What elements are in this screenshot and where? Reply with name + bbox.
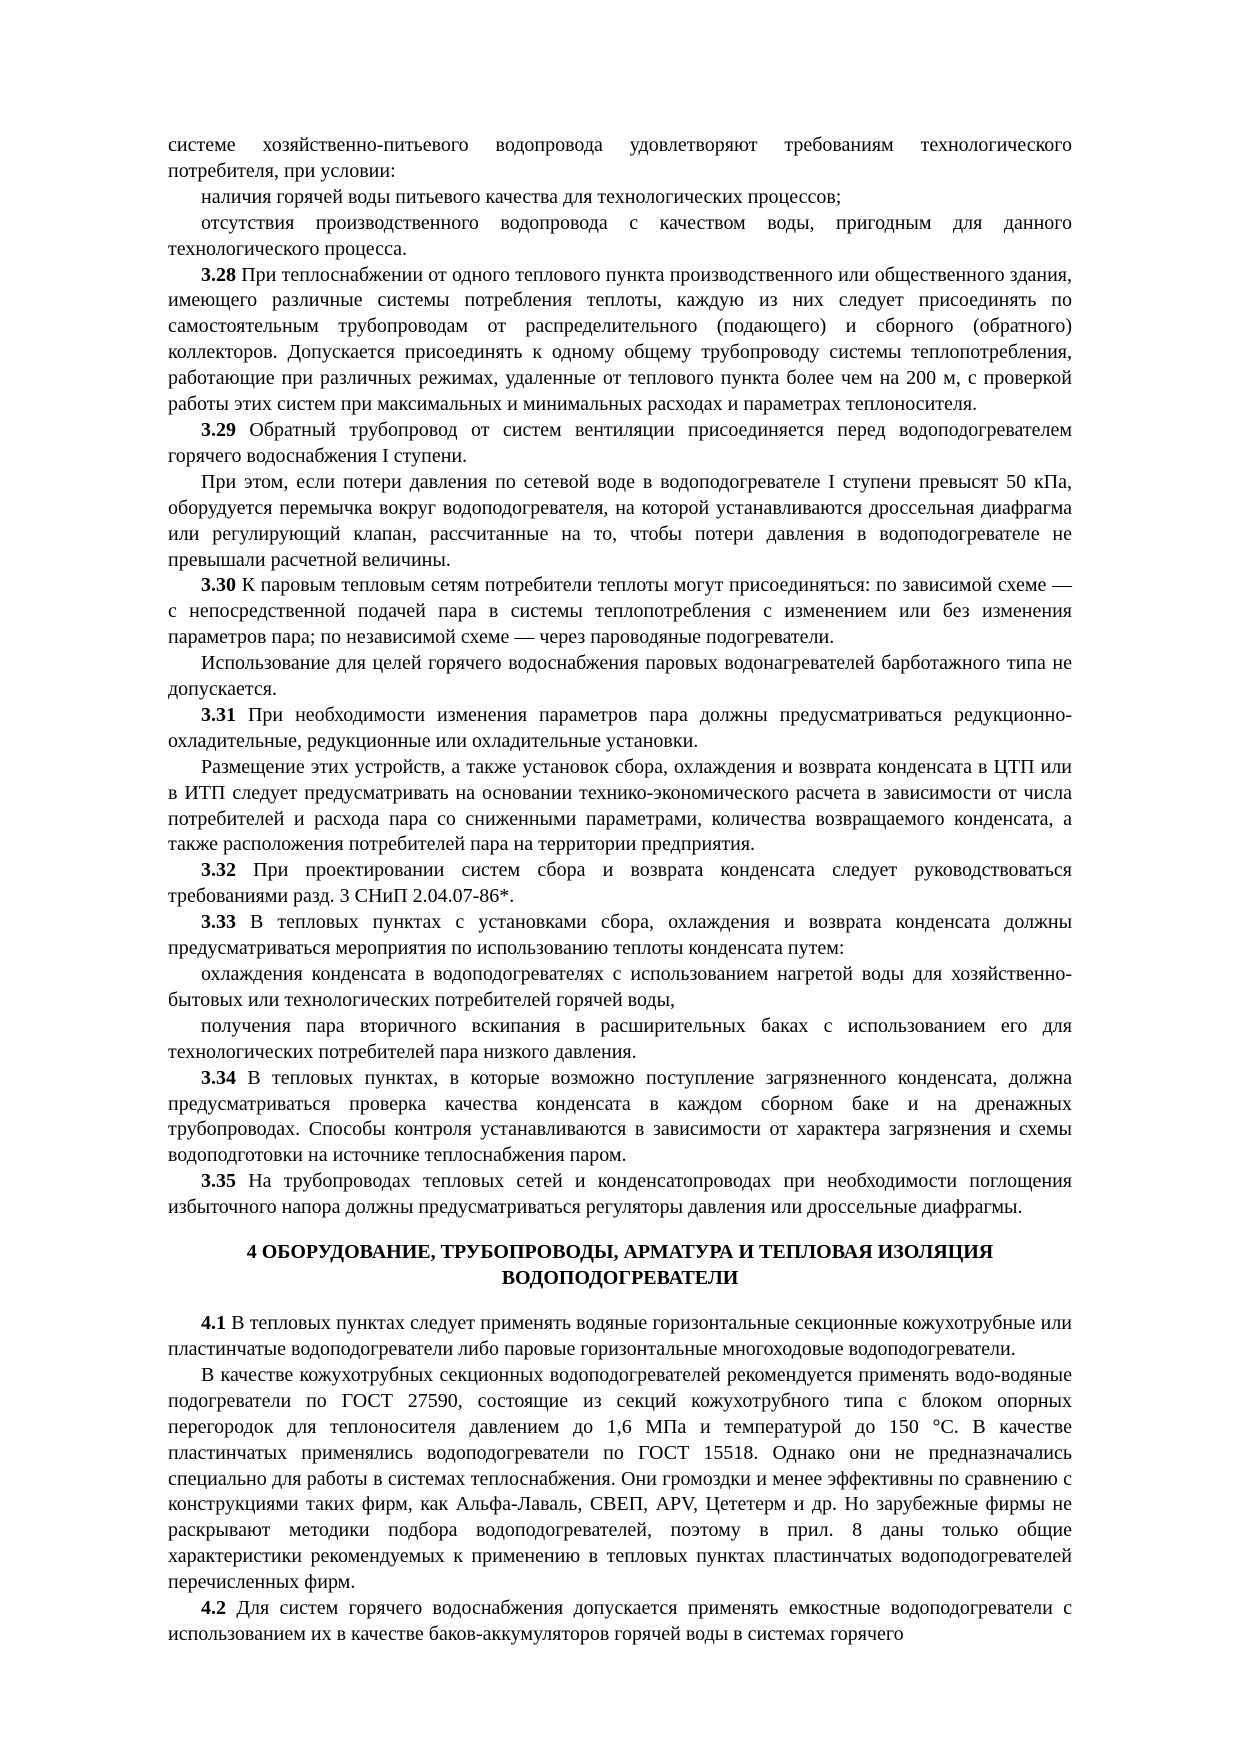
- paragraph-text: К паровым тепловым сетям потребители теплоты могут присоединяться: по зависимой схеме — с непосредственной подачей пара в системы теплопотребления с изменением или без изменения параметров пара; по независимой схеме — через пароводяные подогреватели.: [168, 574, 1073, 649]
- paragraph-text: При необходимости изменения параметров пара должны предусматриваться редукционно-охладительные, редукционные или охладительные установки.: [168, 703, 1073, 752]
- paragraph-text: При теплоснабжении от одного теплового пункта производственного или общественного здания, имеющего различные системы потребления теплоты, каждую из них следует присоединять по самостоятельным трубопроводам от распределительного (подающего) и сборного (обратного) коллекторов. Допускается присоединять к одному общему трубопроводу системы теплопотребления, работающие при различных режимах, удаленные от теплового пункта более чем на 200 м, с проверкой работы этих систем при максимальных и минимальных расходах и параметрах теплоносителя.: [168, 263, 1073, 416]
- paragraph: [168, 1014, 1072, 1066]
- paragraph: [168, 1596, 1072, 1648]
- clause-number: 3.34: [201, 1066, 236, 1089]
- paragraph: [168, 211, 1072, 263]
- section-heading-line1: 4 ОБОРУДОВАНИЕ, ТРУБОПРОВОДЫ, АРМАТУРА И ТЕПЛОВАЯ ИЗОЛЯЦИЯ: [246, 1241, 994, 1264]
- paragraph-text: Для систем горячего водоснабжения допускается применять емкостные водоподогреватели с использованием их в качестве баков-аккумуляторов горячей воды в системах горячего: [168, 1597, 1073, 1645]
- paragraph: [168, 573, 1072, 651]
- clause-number: 4.2: [201, 1597, 226, 1620]
- paragraph-text: При проектировании систем сбора и возврата конденсата следует руководствоваться требованиями разд. 3 СНиП 2.04.07-86*.: [168, 859, 1072, 908]
- paragraph: [168, 185, 1072, 211]
- paragraph-text: охлаждения конденсата в водоподогревателях с использованием нагретой воды для хозяйственно-бытовых или технологических потребителей горячей воды,: [168, 963, 1072, 1011]
- section-heading-line2: ВОДОПОДОГРЕВАТЕЛИ: [501, 1267, 739, 1290]
- paragraph-text: В тепловых пунктах, в которые возможно поступление загрязненного конденсата, должна предусматриваться проверка качества конденсата в каждом сборном баке и на дренажных трубопроводах. Способы контроля устанавливаются в зависимости от характера загрязнения и схемы водоподготовки на источнике теплоснабжения паром.: [168, 1066, 1073, 1167]
- clause-number: 3.35: [201, 1170, 236, 1193]
- clause-number: 3.30: [201, 574, 236, 597]
- paragraph: [168, 858, 1072, 910]
- paragraph: [168, 263, 1072, 418]
- paragraph: [168, 703, 1072, 755]
- paragraph-text: Использование для целей горячего водоснабжения паровых водонагревателей барботажного типа не допускается.: [168, 652, 1072, 701]
- paragraph: [168, 470, 1072, 574]
- paragraph-text: получения пара вторичного вскипания в расширительных баках с использованием его для технологических потребителей пара низкого давления.: [168, 1014, 1072, 1063]
- paragraph-text: При этом, если потери давления по сетевой воде в водоподогревателе I ступени превысят 50 кПа, оборудуется перемычка вокруг водоподогревателя, на которой устанавливаются дроссельная диафрагма или регулирующий клапан, рассчитанные на то, чтобы потери давления в водоподогревателе не превышали расчетной величины.: [168, 470, 1072, 571]
- clause-number: 3.28: [201, 263, 236, 286]
- paragraph-text: наличия горячей воды питьевого качества для технологических процессов;: [201, 185, 842, 208]
- paragraph-text: В тепловых пунктах с установками сбора, охлаждения и возврата конденсата должны предусматриваться мероприятия по использованию теплоты конденсата путем:: [168, 911, 1073, 960]
- clause-number: 3.31: [201, 703, 236, 726]
- paragraph-text: В качестве кожухотрубных секционных водоподогревателей рекомендуется применять водо-водяные подогреватели по ГОСТ 27590, состоящие из секций кожухотрубного типа с блоком опорных перегородок для теплоносителя давлением до 1,6 МПа и температурой до 150 °С. В качестве пластинчатых применялись водоподогреватели по ГОСТ 15518. Однако они не предназначались специально для работы в системах теплоснабжения. Они громоздки и менее эффективны по сравнению с конструкциями таких фирм, как Альфа-Лаваль, СВЕП, APV, Цететерм и др. Но зарубежные фирмы не раскрывают методики подбора водоподогревателей, поэтому в прил. 8 даны только общие характеристики рекомендуемых к применению в тепловых пунктах пластинчатых водоподогревателей перечисленных фирм.: [168, 1363, 1072, 1594]
- clause-number: 3.33: [201, 911, 236, 934]
- paragraph: [168, 418, 1072, 470]
- paragraph: [168, 1311, 1072, 1363]
- paragraph-text: отсутствия производственного водопровода с качеством воды, пригодным для данного технологического процесса.: [168, 211, 1072, 260]
- section-heading: [168, 1239, 1072, 1291]
- paragraph: [168, 755, 1072, 859]
- paragraph-text: Обратный трубопровод от систем вентиляции присоединяется перед водоподогревателем горячего водоснабжения I ступени.: [168, 418, 1073, 467]
- paragraph-text: системе хозяйственно-питьевого водопровода удовлетворяют требованиям технологического потребителя, при условии:: [168, 134, 1072, 182]
- paragraph: [168, 1363, 1072, 1596]
- paragraph: [168, 910, 1072, 962]
- clause-number: 4.1: [201, 1312, 226, 1335]
- paragraph: [168, 133, 1072, 185]
- paragraph-text: Размещение этих устройств, а также установок сбора, охлаждения и возврата конденсата в ЦТП или в ИТП следует предусматривать на основании технико-экономического расчета в зависимости от числа потребителей и расхода пара со сниженными параметрами, количества возвращаемого конденсата, а также расположения потребителей пара на территории предприятия.: [168, 755, 1072, 856]
- paragraph: [168, 1169, 1072, 1221]
- clause-number: 3.32: [201, 859, 236, 882]
- paragraph: [168, 651, 1072, 703]
- paragraph: [168, 962, 1072, 1014]
- paragraph-text: На трубопроводах тепловых сетей и конденсатопроводах при необходимости поглощения избыточного напора должны предусматриваться регуляторы давления или дроссельные диафрагмы.: [168, 1170, 1073, 1219]
- paragraph: [168, 1066, 1072, 1170]
- clause-number: 3.29: [201, 418, 236, 441]
- paragraph-text: В тепловых пунктах следует применять водяные горизонтальные секционные кожухотрубные или пластинчатые водоподогреватели либо паровые горизонтальные многоходовые водоподогреватели.: [168, 1312, 1072, 1360]
